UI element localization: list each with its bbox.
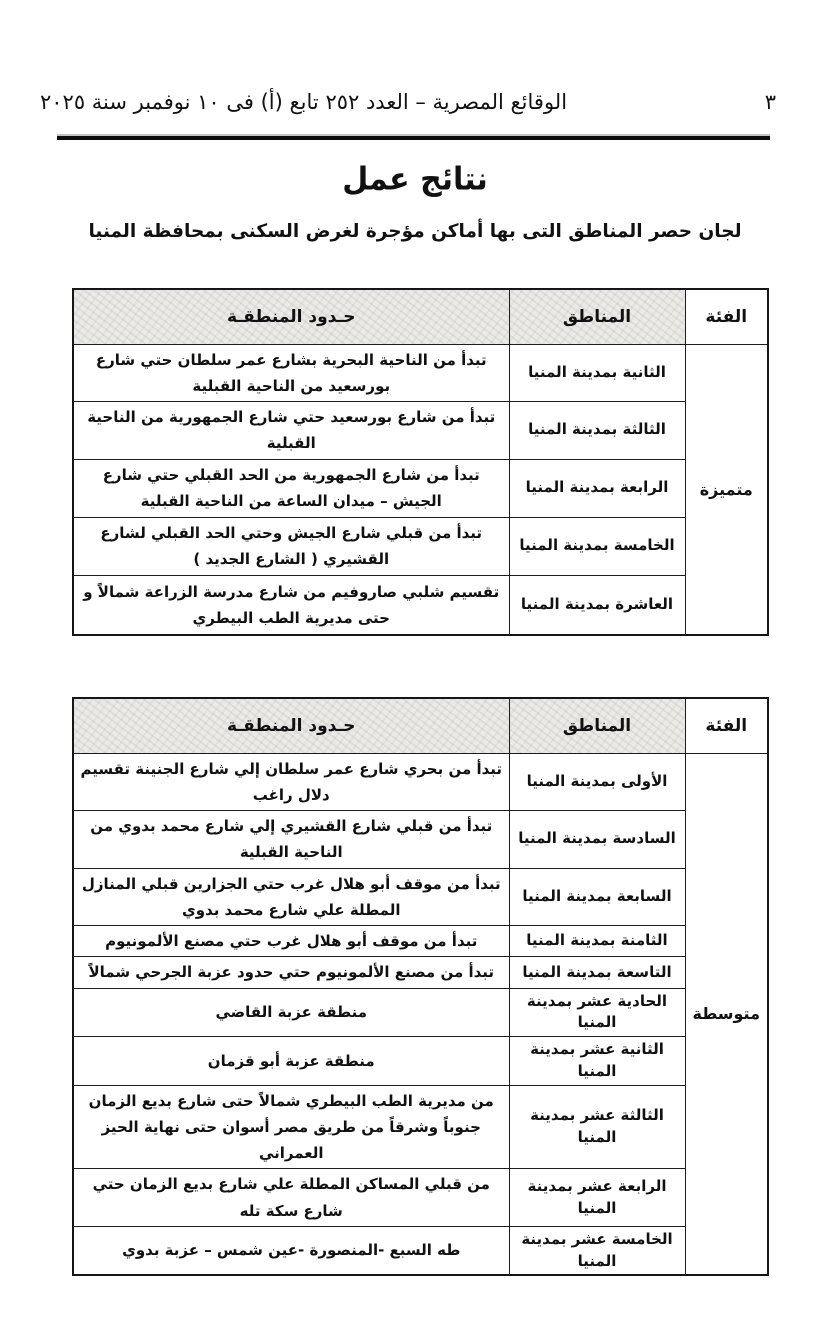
table-row (73, 868, 768, 926)
boundary-cell: تبدأ من شارع الجمهورية من الحد القبلي حتي شارع الجيش – ميدان الساعة من الناحية القبلية (73, 459, 509, 517)
area-cell: الرابعة بمدينة المنيا (509, 459, 685, 517)
table-row (73, 1037, 768, 1086)
area-cell: السابعة بمدينة المنيا (509, 868, 685, 926)
document-subtitle: لجان حصر المناطق التى بها أماكن مؤجرة لغرض السكنى بمحافظة المنيا (88, 221, 742, 242)
header-rule (57, 136, 770, 140)
area-cell: الخامسة بمدينة المنيا (509, 517, 685, 575)
table-row (73, 811, 768, 869)
document-title-text: نتائج عمل (342, 161, 488, 198)
area-cell: الثالثة عشر بمدينة المنيا (509, 1085, 685, 1169)
area-cell: الأولى بمدينة المنيا (509, 753, 685, 811)
table-row (73, 753, 768, 811)
table-row (73, 517, 768, 575)
table-row (73, 926, 768, 957)
document-title (0, 162, 830, 197)
table-medium-areas (72, 697, 769, 1276)
table-row (73, 957, 768, 988)
table-row (73, 1169, 768, 1227)
boundary-cell: تقسيم شلبي صاروفيم من شارع مدرسة الزراعة شمالاً و حتى مديرية الطب البيطري (73, 575, 509, 635)
boundary-cell: تبدأ من موقف أبو هلال غرب حتي مصنع الألمونيوم (73, 926, 509, 957)
page-number: ٣ (764, 90, 776, 114)
area-cell: الثامنة بمدينة المنيا (509, 926, 685, 957)
area-cell: الخامسة عشر بمدينة المنيا (509, 1226, 685, 1275)
table-premium-areas (72, 288, 769, 636)
table-row (73, 1085, 768, 1169)
boundary-cell: طه السبع -المنصورة -عين شمس – عزبة بدوي (73, 1226, 509, 1275)
table-row (73, 988, 768, 1037)
boundary-cell: تبدأ من بحري شارع عمر سلطان إلي شارع الجنينة تقسيم دلال راغب (73, 753, 509, 811)
column-header-areas: المناطق (509, 698, 685, 753)
running-head (40, 84, 794, 120)
boundary-cell: تبدأ من الناحية البحرية بشارع عمر سلطان حتي شارع بورسعيد من الناحية القبلية (73, 344, 509, 402)
column-header-boundaries: حـدود المنطقـة (73, 698, 509, 753)
table-header-row (73, 698, 768, 753)
boundary-cell: منطقة عزبة القاضي (73, 988, 509, 1037)
table-row (73, 459, 768, 517)
area-cell: الثالثة بمدينة المنيا (509, 402, 685, 460)
category-cell: متوسطة (685, 753, 768, 1275)
gazette-issue-line: الوقائع المصرية – العدد ٢٥٢ تابع (أ) فى ١٠ نوفمبر سنة ٢٠٢٥ (40, 90, 568, 114)
boundary-cell: من مديرية الطب البيطري شمالاً حتى شارع بديع الزمان جنوباً وشرقاً من طريق مصر أسوان حتى نهاية الحيز العمراني (73, 1085, 509, 1169)
area-cell: التاسعة بمدينة المنيا (509, 957, 685, 988)
boundary-cell: تبدأ من شارع بورسعيد حتي شارع الجمهورية من الناحية القبلية (73, 402, 509, 460)
table-header-row (73, 289, 768, 344)
table-row (73, 402, 768, 460)
category-cell: متميزة (685, 344, 768, 635)
column-header-areas: المناطق (509, 289, 685, 344)
boundary-cell: منطقة عزبة أبو قزمان (73, 1037, 509, 1086)
area-cell: الحادية عشر بمدينة المنيا (509, 988, 685, 1037)
column-header-category: الفئة (685, 289, 768, 344)
area-cell: الثانية عشر بمدينة المنيا (509, 1037, 685, 1086)
column-header-category: الفئة (685, 698, 768, 753)
column-header-boundaries: حـدود المنطقـة (73, 289, 509, 344)
boundary-cell: تبدأ من مصنع الألمونيوم حتي حدود عزبة الجرحي شمالاً (73, 957, 509, 988)
area-cell: السادسة بمدينة المنيا (509, 811, 685, 869)
boundary-cell: تبدأ من موقف أبو هلال غرب حتي الجزارين قبلي المنازل المطلة علي شارع محمد بدوي (73, 868, 509, 926)
boundary-cell: من قبلي المساكن المطلة علي شارع بديع الزمان حتي شارع سكة تله (73, 1169, 509, 1227)
table-row (73, 575, 768, 635)
table-row (73, 1226, 768, 1275)
area-cell: الرابعة عشر بمدينة المنيا (509, 1169, 685, 1227)
boundary-cell: تبدأ من قبلي شارع الجيش وحتي الحد القبلي لشارع القشيري ( الشارع الجديد ) (73, 517, 509, 575)
table-row (73, 344, 768, 402)
area-cell: العاشرة بمدينة المنيا (509, 575, 685, 635)
area-cell: الثانية بمدينة المنيا (509, 344, 685, 402)
boundary-cell: تبدأ من قبلي شارع القشيري إلي شارع محمد بدوي من الناحية القبلية (73, 811, 509, 869)
